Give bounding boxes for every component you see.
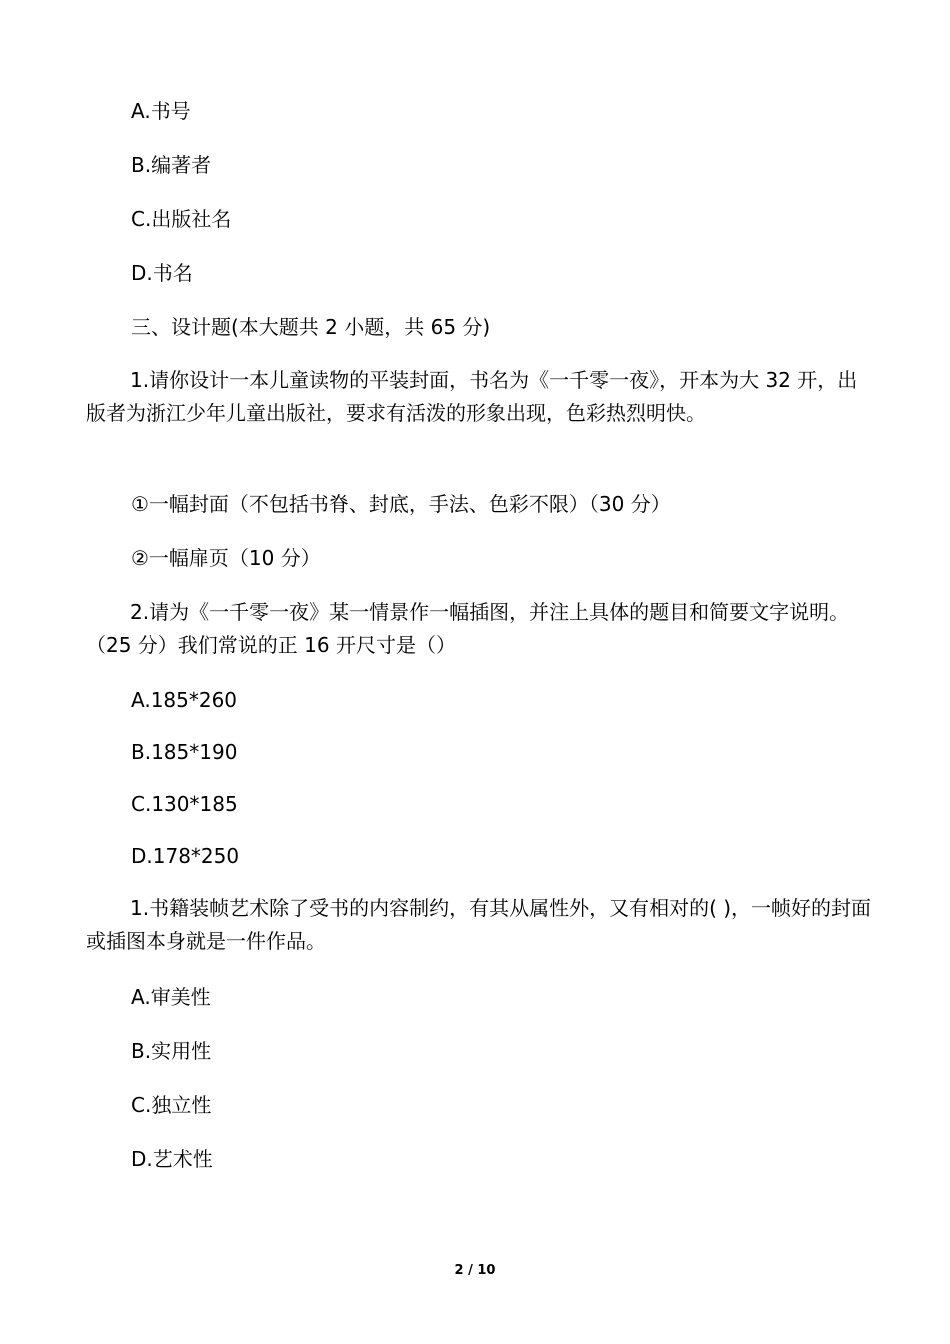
q2-option-a: A.185*260	[131, 688, 238, 712]
section-heading: 三、设计题(本大题共 2 小题，共 65 分)	[131, 315, 491, 339]
question-1-sub-2: ②一幅扉页（10 分）	[131, 546, 321, 570]
next-option-c: C.独立性	[131, 1093, 212, 1117]
option-c: C.出版社名	[131, 207, 232, 231]
q2-option-c: C.130*185	[131, 792, 238, 816]
page-indicator: 2 / 10	[454, 1263, 496, 1278]
option-d: D.书名	[131, 261, 193, 285]
question-1-sub-1: ①一幅封面（不包括书脊、封底，手法、色彩不限）（30 分）	[131, 492, 671, 516]
next-option-b: B.实用性	[131, 1039, 212, 1063]
question-1-text: 1.请你设计一本儿童读物的平装封面，书名为《一千零一夜》，开本为大 32 开，出版者为浙江少年儿童出版社，要求有活泼的形象出现，色彩热烈明快。	[86, 368, 858, 425]
next-question-text: 1.书籍装帧艺术除了受书的内容制约，有其从属性外，又有相对的( )，一帧好的封面或插图本身就是一件作品。	[86, 896, 872, 953]
q2-option-b: B.185*190	[131, 740, 238, 764]
question-2-text: 2.请为《一千零一夜》某一情景作一幅插图，并注上具体的题目和简要文字说明。（25 分）我们常说的正 16 开尺寸是（）	[86, 600, 850, 657]
q2-option-d: D.178*250	[131, 844, 240, 868]
next-option-d: D.艺术性	[131, 1147, 213, 1171]
option-a: A.书号	[131, 99, 191, 123]
next-option-a: A.审美性	[131, 985, 211, 1009]
option-b: B.编著者	[131, 153, 212, 177]
